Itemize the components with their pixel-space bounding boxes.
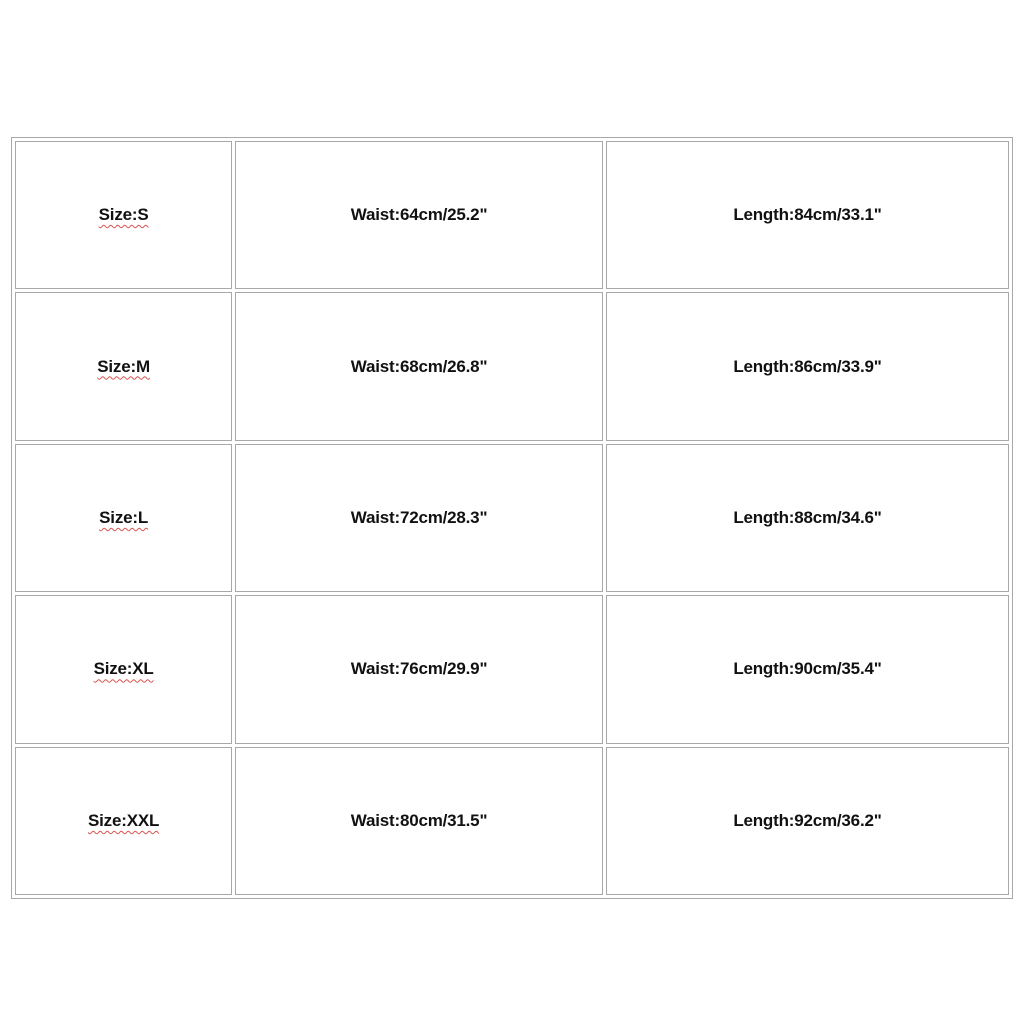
size-cell	[15, 292, 232, 440]
size-label: Size:M	[97, 356, 150, 376]
waist-cell: Waist:80cm/31.5"	[235, 747, 603, 895]
table-row	[15, 292, 1009, 440]
length-cell: Length:84cm/33.1"	[606, 141, 1009, 289]
waist-cell: Waist:72cm/28.3"	[235, 444, 603, 592]
length-cell: Length:86cm/33.9"	[606, 292, 1009, 440]
table-row	[15, 141, 1009, 289]
size-cell	[15, 747, 232, 895]
length-cell: Length:90cm/35.4"	[606, 595, 1009, 743]
size-label: Size:L	[99, 507, 149, 527]
length-cell: Length:92cm/36.2"	[606, 747, 1009, 895]
size-cell	[15, 444, 232, 592]
table-row	[15, 444, 1009, 592]
size-label: Size:XXL	[88, 810, 160, 830]
table-row	[15, 595, 1009, 743]
length-cell: Length:88cm/34.6"	[606, 444, 1009, 592]
size-label: Size:XL	[93, 659, 154, 679]
waist-cell: Waist:68cm/26.8"	[235, 292, 603, 440]
size-cell	[15, 595, 232, 743]
waist-cell: Waist:76cm/29.9"	[235, 595, 603, 743]
size-label: Size:S	[98, 205, 149, 225]
size-cell	[15, 141, 232, 289]
table-row	[15, 747, 1009, 895]
waist-cell: Waist:64cm/25.2"	[235, 141, 603, 289]
size-chart-table	[11, 137, 1013, 899]
